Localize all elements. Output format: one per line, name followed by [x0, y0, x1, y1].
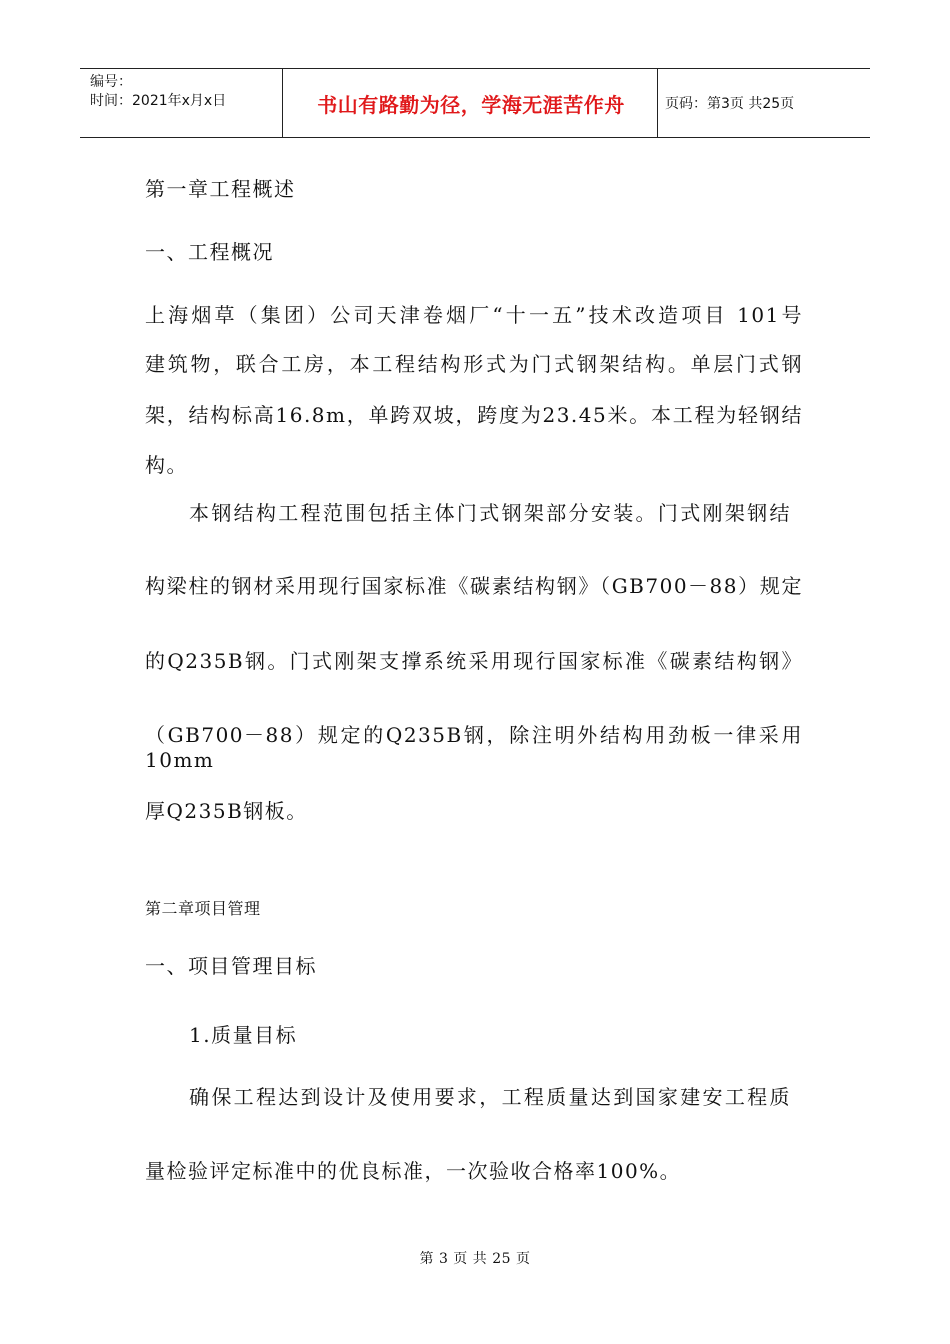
subsection-title: 1.质量目标: [189, 1023, 298, 1047]
header-divider: [282, 69, 283, 137]
paragraph-line: 厚Q235B钢板。: [145, 799, 308, 823]
document-number-label: 编号：: [90, 74, 132, 90]
paragraph-line: 量检验评定标准中的优良标准，一次验收合格率100%。: [145, 1159, 682, 1183]
paragraph-line: 构梁柱的钢材采用现行国家标准《碳素结构钢》（GB700－88）规定: [145, 574, 803, 598]
chapter-title: 第一章工程概述: [145, 177, 296, 201]
header-meta: [90, 73, 226, 111]
header-page-number: 页码：第3页 共25页: [665, 96, 795, 112]
section-title: 一、项目管理目标: [145, 954, 317, 978]
header-motto: 书山有路勤为径，学海无涯苦作舟: [317, 92, 625, 117]
paragraph-line: 架，结构标高16.8m，单跨双坡，跨度为23.45米。本工程为轻钢结: [145, 403, 803, 427]
header-divider: [657, 69, 658, 137]
paragraph-line: （GB700－88）规定的Q235B钢，除注明外结构用劲板一律采用10mm: [145, 723, 803, 772]
chapter-title: 第二章项目管理: [145, 899, 261, 918]
paragraph-line: 构。: [145, 453, 188, 477]
paragraph-line: 的Q235B钢。门式刚架支撑系统采用现行国家标准《碳素结构钢》: [145, 649, 803, 673]
section-title: 一、工程概况: [145, 240, 274, 264]
document-date-label: 时间：2021年x月x日: [90, 93, 227, 109]
paragraph-line: 上海烟草（集团）公司天津卷烟厂“十一五”技术改造项目 101号: [145, 303, 803, 327]
paragraph-line: 本钢结构工程范围包括主体门式钢架部分安装。门式刚架钢结: [189, 501, 791, 525]
page-header: [80, 68, 870, 138]
paragraph-line: 建筑物，联合工房，本工程结构形式为门式钢架结构。单层门式钢: [145, 352, 803, 376]
page-footer: 第 3 页 共 25 页: [419, 1251, 531, 1267]
paragraph-line: 确保工程达到设计及使用要求，工程质量达到国家建安工程质: [189, 1085, 791, 1109]
